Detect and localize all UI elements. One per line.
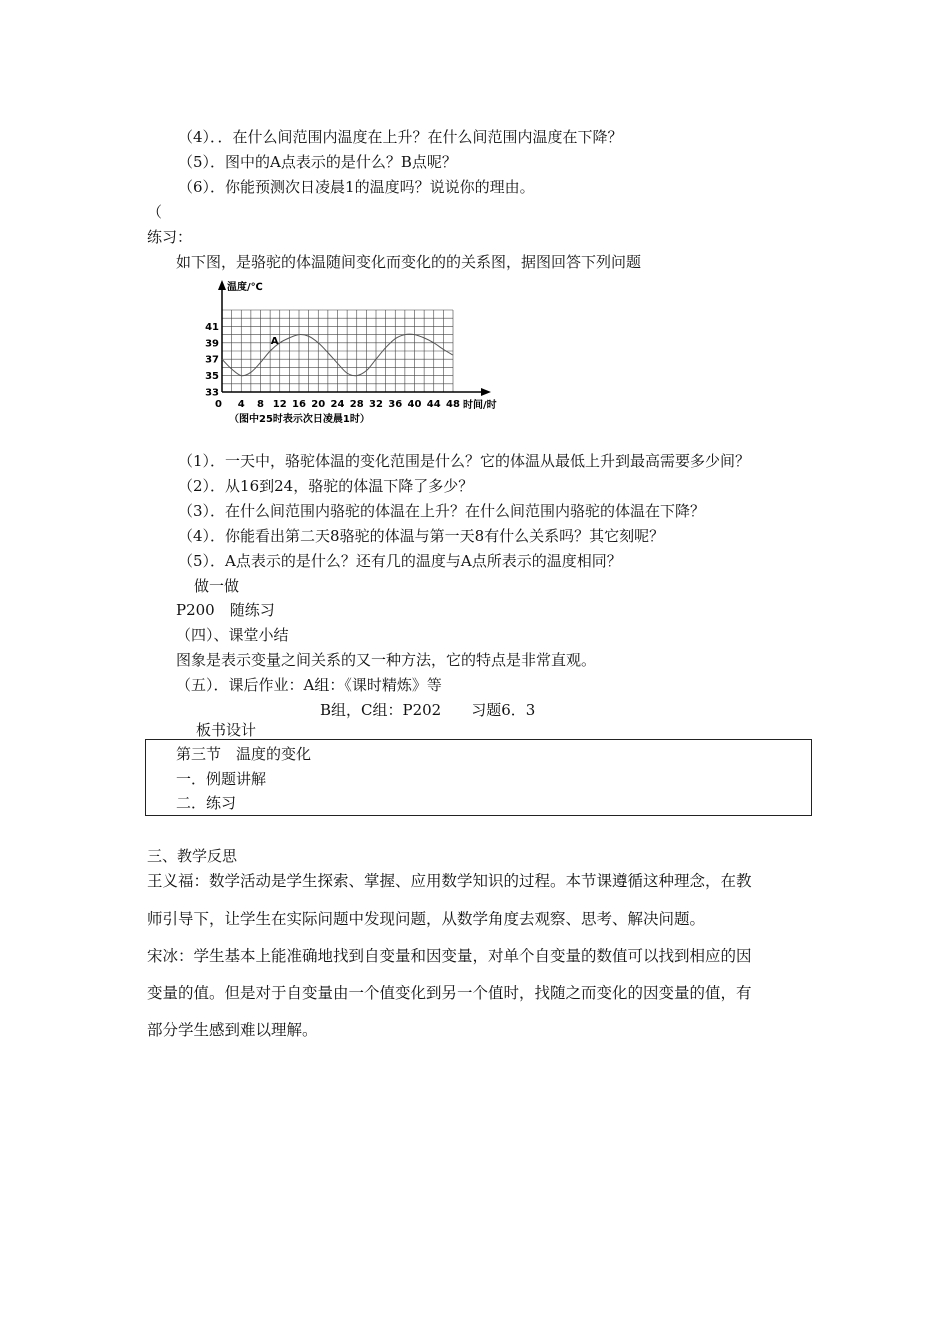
practice-question-5: （5）．A点表示的是什么？还有几的温度与A点所表示的温度相同？ (178, 552, 622, 570)
reflection-line-5: 部分学生感到难以理解。 (147, 1021, 318, 1039)
chart-grid (222, 310, 453, 392)
reflection-heading: 三、教学反思 (147, 847, 238, 865)
x-tick-label: 28 (349, 399, 364, 410)
y-tick-label: 41 (205, 321, 219, 333)
question-top-5: （5）．图中的A点表示的是什么？B点呢？ (178, 153, 457, 171)
board-design-box (145, 739, 812, 816)
practice-intro: 如下图，是骆驼的体温随间变化而变化的的关系图，据图回答下列问题 (176, 253, 642, 271)
summary-heading: （四）、课堂小结 (176, 626, 289, 644)
point-a-label: A (270, 335, 279, 347)
x-tick-label: 12 (272, 399, 287, 410)
chart-caption: （图中25时表示次日凌晨1时） (229, 414, 370, 425)
reflection-line-4: 变量的值。但是对于自变量由一个值变化到另一个值时，找随之而变化的因变量的值，有 (147, 984, 752, 1002)
x-tick-label: 36 (388, 399, 403, 410)
x-tick-labels (238, 399, 460, 410)
reflection-line-1: 王义福：数学活动是学生探索、掌握、应用数学知识的过程。本节课遵循这种理念，在教 (147, 872, 752, 890)
x-tick-label: 44 (426, 399, 441, 410)
stray-paren: （ (147, 203, 163, 221)
y-tick-labels (205, 322, 219, 399)
x-axis-arrow (481, 388, 491, 396)
camel-temperature-chart (205, 280, 535, 430)
summary-text: 图象是表示变量之间关系的又一种方法，它的特点是非常直观。 (176, 651, 597, 669)
x-tick-label: 24 (330, 399, 345, 410)
x-tick-label: 8 (257, 399, 264, 410)
x-axis-label: 时间/时 (463, 400, 497, 411)
y-axis-arrow (218, 280, 226, 290)
reflection-line-2: 师引导下，让学生在实际问题中发现问题，从数学角度去观察、思考、解决问题。 (147, 910, 706, 928)
x-tick-label: 48 (446, 399, 460, 410)
y-tick-label: 37 (205, 354, 219, 366)
homework-group-a: （五）．课后作业：A组：《课时精炼》等 (176, 676, 442, 694)
homework-group-bc: B组，C组：P202 习题6．3 (320, 701, 536, 719)
y-tick-label: 39 (205, 338, 219, 350)
x-tick-label: 16 (292, 399, 306, 410)
question-top-6: （6）．你能预测次日凌晨1的温度吗？说说你的理由。 (178, 178, 535, 196)
chart-axes (218, 280, 491, 396)
board-line-section: 第三节 温度的变化 (176, 745, 312, 763)
practice-question-2: （2）．从16到24，骆驼的体温下降了多少？ (178, 477, 474, 495)
practice-question-1: （1）．一天中，骆驼体温的变化范围是什么？它的体温从最低上升到最高需要多少间？ (178, 452, 751, 470)
x-tick-label: 40 (407, 399, 422, 410)
practice-label: 练习： (147, 228, 193, 246)
y-axis-label: 温度/℃ (227, 282, 263, 293)
y-tick-label: 35 (205, 371, 219, 383)
reflection-line-3: 宋冰：学生基本上能准确地找到自变量和因变量，对单个自变量的数值可以找到相应的因 (147, 947, 752, 965)
y-tick-label: 33 (205, 387, 219, 399)
origin-label: 0 (215, 399, 222, 410)
x-tick-label: 20 (311, 399, 326, 410)
practice-question-4: （4）．你能看出第二天8骆驼的体温与第一天8有什么关系吗？其它刻呢？ (178, 527, 665, 545)
do-it-label: 做一做 (194, 577, 240, 595)
p200-practice: P200 随练习 (176, 601, 275, 619)
x-tick-label: 32 (369, 399, 383, 410)
board-line-practice: 二．练习 (176, 794, 237, 812)
board-design-title: 板书设计 (196, 721, 257, 739)
question-top-4: （4）．．在什么间范围内温度在上升？在什么间范围内温度在下降？ (178, 128, 623, 146)
x-tick-label: 4 (237, 399, 245, 410)
practice-question-3: （3）．在什么间范围内骆驼的体温在上升？在什么间范围内骆驼的体温在下降？ (178, 502, 706, 520)
board-line-examples: 一．例题讲解 (176, 770, 267, 788)
